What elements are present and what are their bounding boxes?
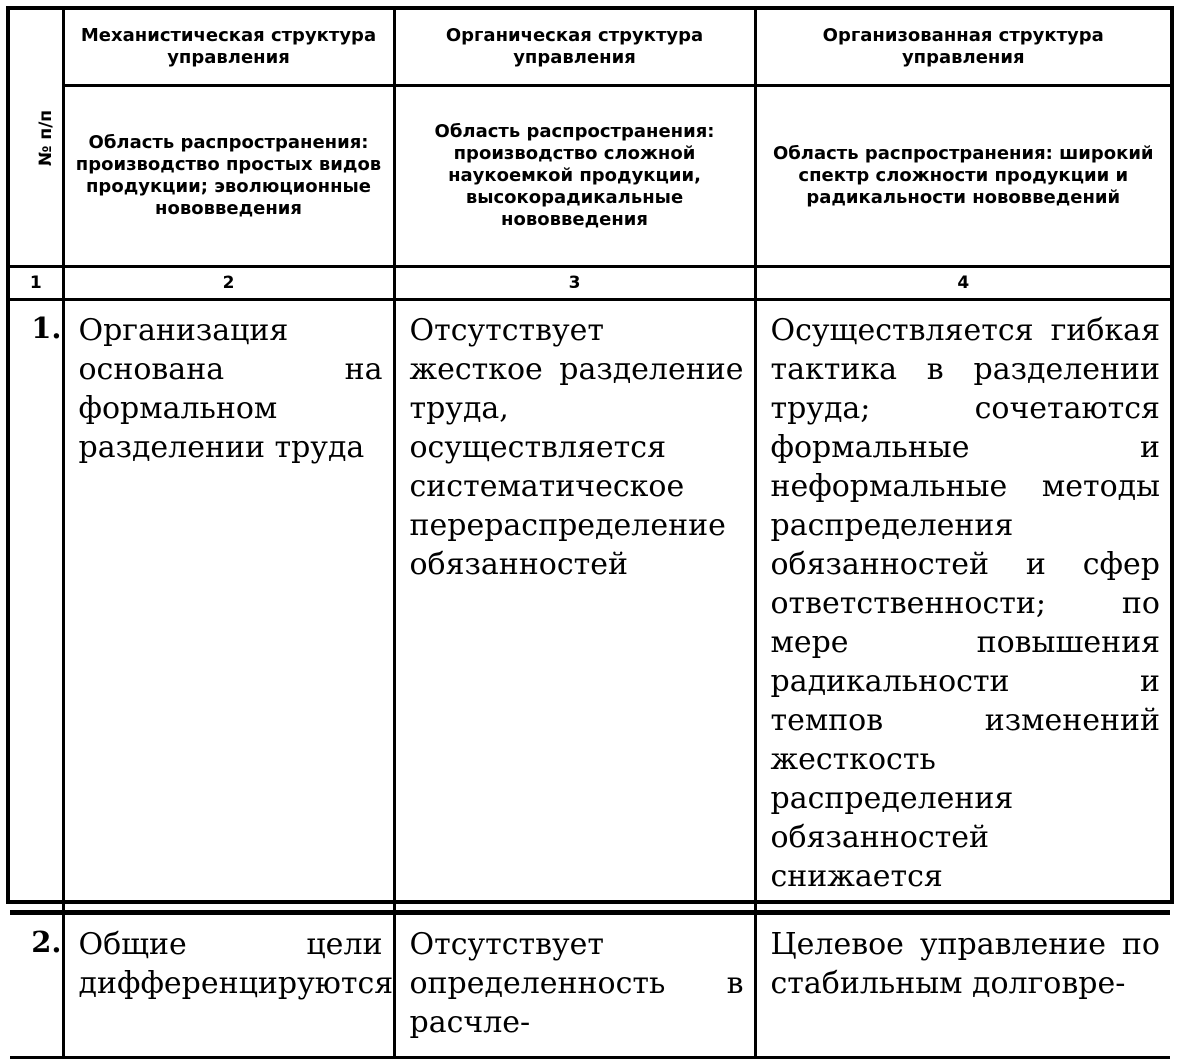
management-structures-table xyxy=(10,10,1170,1059)
column-number: 2 xyxy=(63,267,394,300)
table-row xyxy=(10,913,1170,1058)
organized-cell: Целевое управление по стабильным долговре- xyxy=(755,913,1170,1058)
mechanistic-structure-area: Область распространения: производство простых видов продукции; эволюционные нововведения xyxy=(63,86,394,267)
header-area-row xyxy=(10,86,1170,267)
organic-cell: Отсутствует жесткое разделение труда, осуществляется систематическое перераспределение обязанностей xyxy=(394,300,755,913)
table-row xyxy=(10,300,1170,913)
mechanistic-cell: Общие цели дифференцируются xyxy=(63,913,394,1058)
row-number: 2. xyxy=(10,913,63,1058)
column-number: 3 xyxy=(394,267,755,300)
mechanistic-structure-title: Механистическая структура управления xyxy=(63,10,394,86)
row-number: 1. xyxy=(10,300,63,913)
organic-structure-area: Область распространения: производство сложной наукоемкой продукции, высокорадикальные нововведения xyxy=(394,86,755,267)
column-number: 4 xyxy=(755,267,1170,300)
column-number-row xyxy=(10,267,1170,300)
comparison-table-page xyxy=(6,6,1174,1040)
organic-cell: Отсутствует определенность в расчле- xyxy=(394,913,755,1058)
organized-cell: Осуществляется гибкая тактика в разделении труда; сочетаются формальные и неформальные методы распределения обязанностей и сфер ответственности; по мере повышения радикальности и темпов изменений жесткость распределения обязанностей снижается xyxy=(755,300,1170,913)
column-number: 1 xyxy=(10,267,63,300)
row-number-header xyxy=(10,10,63,267)
organized-structure-area: Область распространения: широкий спектр сложности продукции и радикальности нововведений xyxy=(755,86,1170,267)
row-number-header-label: № п/п xyxy=(36,109,57,166)
organic-structure-title: Органическая структура управления xyxy=(394,10,755,86)
header-title-row xyxy=(10,10,1170,86)
mechanistic-cell: Организация основана на формальном разделении труда xyxy=(63,300,394,913)
organized-structure-title: Организованная структура управления xyxy=(755,10,1170,86)
